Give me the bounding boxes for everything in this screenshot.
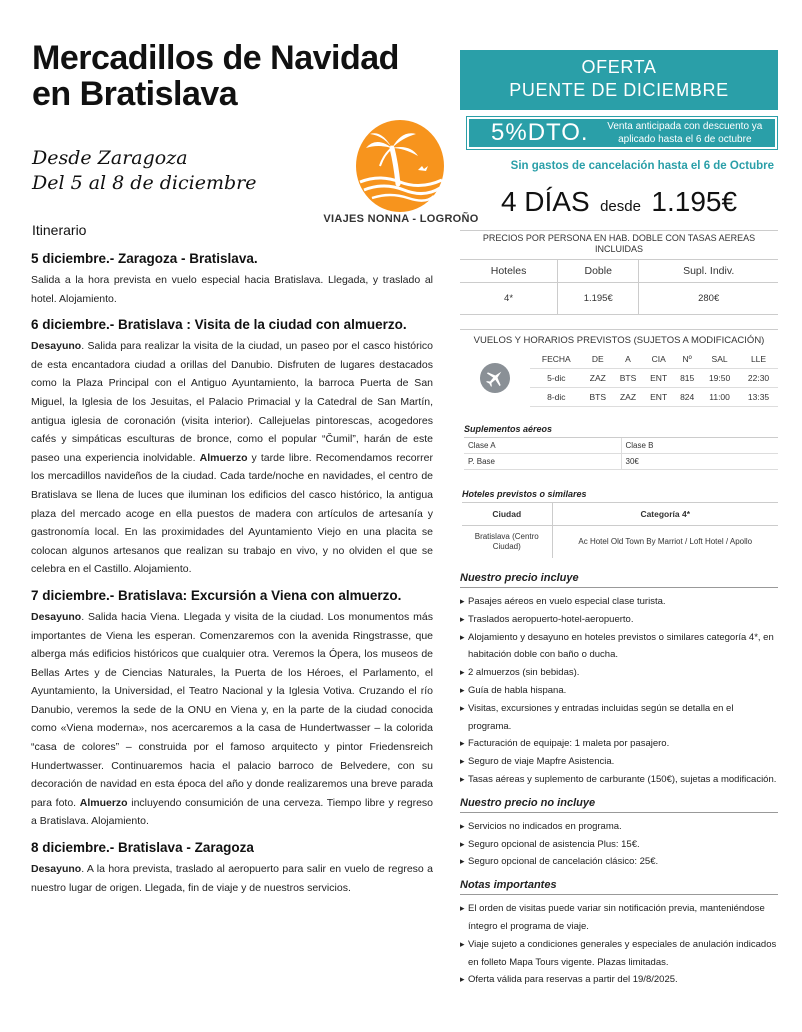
list-item: ▸ Tasas aéreas y suplemento de carburante (150€), sujetas a modificación. xyxy=(460,771,778,789)
list-item: ▸ Alojamiento y desayuno en hoteles previstos o similares categoría 4*, en habitación doble con baño o ducha. xyxy=(460,629,778,665)
day-title: 8 diciembre.- Bratislava - Zaragoza xyxy=(31,840,254,856)
day-title: 6 diciembre.- Bratislava : Visita de la ciudad con almuerzo. xyxy=(31,317,407,333)
itinerary-day xyxy=(31,839,433,897)
list-item: ▸ Seguro opcional de asistencia Plus: 15€. xyxy=(460,836,778,854)
price-amount: 1.195€ xyxy=(651,186,738,217)
subtitle xyxy=(32,146,256,196)
day-title: 7 diciembre.- Bratislava: Excursión a Viena con almuerzo. xyxy=(31,587,402,603)
no-cancellation-note: Sin gastos de cancelación hasta el 6 de Octubre xyxy=(510,160,774,172)
day-description: Desayuno. A la hora prevista, traslado al aeropuerto para salir en vuelo de regreso a nuestro lugar de origen. Llegada, fin de viaje y de nuestros servicios. xyxy=(31,863,433,894)
sidebar xyxy=(460,50,778,989)
list-item: ▸ Visitas, excursiones y entradas incluidas según se detalla en el programa. xyxy=(460,700,778,736)
flights-header: DE xyxy=(583,350,613,369)
list-item: ▸ Traslados aeropuerto-hotel-aeropuerto. xyxy=(460,611,778,629)
list-item: ▸ Guía de habla hispana. xyxy=(460,682,778,700)
from-label: desde xyxy=(600,198,641,215)
table-row: 5-dic ZAZ BTS ENT 815 19:50 22:30 xyxy=(460,369,778,388)
palm-tree-icon xyxy=(346,118,454,214)
list-item: ▸ El orden de visitas puede variar sin notificación previa, manteniéndose íntegro el programa de viaje. xyxy=(460,900,778,936)
table-row: 8-dic BTS ZAZ ENT 824 11:00 13:35 xyxy=(460,388,778,407)
table-row xyxy=(460,283,778,315)
hotels-heading: Hoteles previstos o similares xyxy=(462,486,778,503)
price-header: Doble xyxy=(558,260,639,283)
day-description: Desayuno. Salida hacia Viena. Llegada y visita de la ciudad. Los monumentos más importantes de Viena les esperan. Comenzaremos con la avenida Ringstrasse, que alberga más edificios históricos que cualquier otra. Veremos la Ópera, los museos de Bellas Artes y de Ciencias Naturales, la Puerta de los Héroes, el Parlamento, el Ayuntamiento, la Universidad, el Teatro Nacional y la Iglesia Votiva. Cruzando el río Danubio, veremos la sede de la ONU en Viena y, en la parte de la ciudad conocida como «Viena moderna», nos acercaremos a la casa de Hundertwasser – la colorida “casa de colores” – construida por el famoso arquitecto y pintor Friedensreich Hundertwasser. Continuaremos hacia el palacio barroco de Belvedere, con su decoración de navidad en esta época del año y donde realizaremos una breve parada para foto. Almuerzo incluyendo consumición de una cerveza. Tiempo libre y regreso a Bratislava. Alojamiento. xyxy=(31,610,434,828)
air-supplements xyxy=(464,421,778,470)
page-title-line1: Mercadillos de Navidad xyxy=(32,39,399,77)
flights-table xyxy=(460,350,778,407)
list-item: ▸ Seguro de viaje Mapfre Asistencia. xyxy=(460,753,778,771)
list-item: ▸ Pasajes aéreos en vuelo especial clase turista. xyxy=(460,593,778,611)
price-table xyxy=(460,230,778,315)
excludes-heading: Nuestro precio no incluye xyxy=(460,795,778,813)
hotel-category: 4* xyxy=(460,283,558,315)
subtitle-origin: Desde Zaragoza xyxy=(32,147,188,169)
title-block xyxy=(32,40,432,112)
includes-heading: Nuestro precio incluye xyxy=(460,570,778,588)
agency-logo xyxy=(346,118,454,214)
price-header: Hoteles xyxy=(460,260,558,283)
itinerary-day xyxy=(31,587,433,831)
subtitle-dates: Del 5 al 8 de diciembre xyxy=(32,172,257,194)
itinerary xyxy=(31,250,433,905)
hotels-header: Categoría 4* xyxy=(552,503,778,526)
price-headline xyxy=(460,186,778,218)
flights-header: FECHA xyxy=(530,350,583,369)
list-item: ▸ Facturación de equipaje: 1 maleta por pasajero. xyxy=(460,735,778,753)
page-title-line2: en Bratislava xyxy=(32,75,238,113)
hotels-header: Ciudad xyxy=(462,503,552,526)
flights-title: VUELOS Y HORARIOS PREVISTOS (SUJETOS A MODIFICACIÓN) xyxy=(473,335,765,346)
flights-header: Nº xyxy=(674,350,700,369)
flights-section xyxy=(460,329,778,407)
discount-banner xyxy=(466,116,778,150)
itinerary-day xyxy=(31,316,433,579)
discount-percent: 5%DTO. xyxy=(491,119,589,146)
list-item: ▸ Servicios no indicados en programa. xyxy=(460,818,778,836)
table-row: Clase A Clase B xyxy=(464,438,778,454)
logo-caption: VIAJES NONNA - LOGROÑO xyxy=(323,213,479,225)
excludes-list xyxy=(460,818,778,871)
list-item: ▸ 2 almuerzos (sin bebidas). xyxy=(460,664,778,682)
list-item: ▸ Seguro opcional de cancelación clásico: 25€. xyxy=(460,853,778,871)
supplements-table xyxy=(464,438,778,470)
offer-banner xyxy=(460,50,778,110)
itinerary-heading: Itinerario xyxy=(32,222,87,238)
hotel-city: Bratislava (Centro Ciudad) xyxy=(474,532,539,551)
hotels-section xyxy=(462,486,778,558)
notes-section xyxy=(460,877,778,989)
includes-list xyxy=(460,593,778,789)
supplements-heading: Suplementos aéreos xyxy=(464,421,778,438)
flights-header: LLE xyxy=(739,350,778,369)
day-description: Salida a la hora prevista en vuelo especial hacia Bratislava. Llegada, y traslado al hotel. Alojamiento. xyxy=(31,274,433,305)
price-header: Supl. Indiv. xyxy=(639,260,778,283)
hotel-names: Ac Hotel Old Town By Marriot / Loft Hotel / Apollo xyxy=(552,526,778,559)
flights-header: A xyxy=(613,350,643,369)
includes-section xyxy=(460,570,778,789)
excludes-section xyxy=(460,795,778,871)
list-item: ▸ Oferta válida para reservas a partir del 19/8/2025. xyxy=(460,971,778,989)
notes-heading: Notas importantes xyxy=(460,877,778,895)
discount-description: Venta anticipada con descuento ya aplicado hasta el 6 de octubre xyxy=(607,121,763,145)
flights-header: SAL xyxy=(700,350,739,369)
duration: 4 DÍAS xyxy=(500,186,590,217)
offer-line2: PUENTE DE DICIEMBRE xyxy=(509,80,729,100)
single-supplement: 280€ xyxy=(639,283,778,315)
day-title: 5 diciembre.- Zaragoza - Bratislava. xyxy=(31,251,258,266)
list-item: ▸ Viaje sujeto a condiciones generales y especiales de anulación indicados en folleto Mapa Tours vigente. Plazas limitadas. xyxy=(460,936,778,972)
airplane-icon xyxy=(480,363,510,393)
offer-line1: OFERTA xyxy=(581,57,657,77)
double-price: 1.195€ xyxy=(558,283,639,315)
day-description: Desayuno. Salida para realizar la visita de la ciudad, un paseo por el casco histórico de esta encantadora ciudad a orillas del Danubio. Disfruten de lugares destacados como la Plaza Principal con el Antiguo Ayuntamiento, la barroca Puerta de San Miguel, la Iglesia de los Jesuitas, el Palacio Primacial y la Catedral de San Martín, antigua iglesia de coronación (visita interior). Callejuelas pintorescas, acogedores cafés y simpáticas esculturas de bronce, como el popular “Čumil”, harán de este paseo una experiencia inolvidable. Almuerzo y tarde libre. Recomendamos recorrer los mercadillos navideños de la ciudad. Cada tarde/noche en navidades, el centro de Bratislava se llena de luces que iluminan los edificios del casco histórico, la antigua plaza del mercado acoge en ella puestos de madera con artículos de artesanía y gastronomía local. En las proximidades del Ayuntamiento Viejo en una placita se colocan algunos artesanos que realizan su trabajo en vivo, y no olviden el que se celebra en el Castillo. Alojamiento. xyxy=(31,340,433,576)
notes-list xyxy=(460,900,778,989)
table-row: P. Base 30€ xyxy=(464,454,778,470)
hotels-table xyxy=(462,503,778,558)
table-row xyxy=(462,526,778,559)
table-row xyxy=(460,350,778,369)
itinerary-day xyxy=(31,250,433,308)
flights-header: CIA xyxy=(643,350,674,369)
price-table-caption: PRECIOS POR PERSONA EN HAB. DOBLE CON TASAS AEREAS INCLUIDAS xyxy=(460,231,778,260)
